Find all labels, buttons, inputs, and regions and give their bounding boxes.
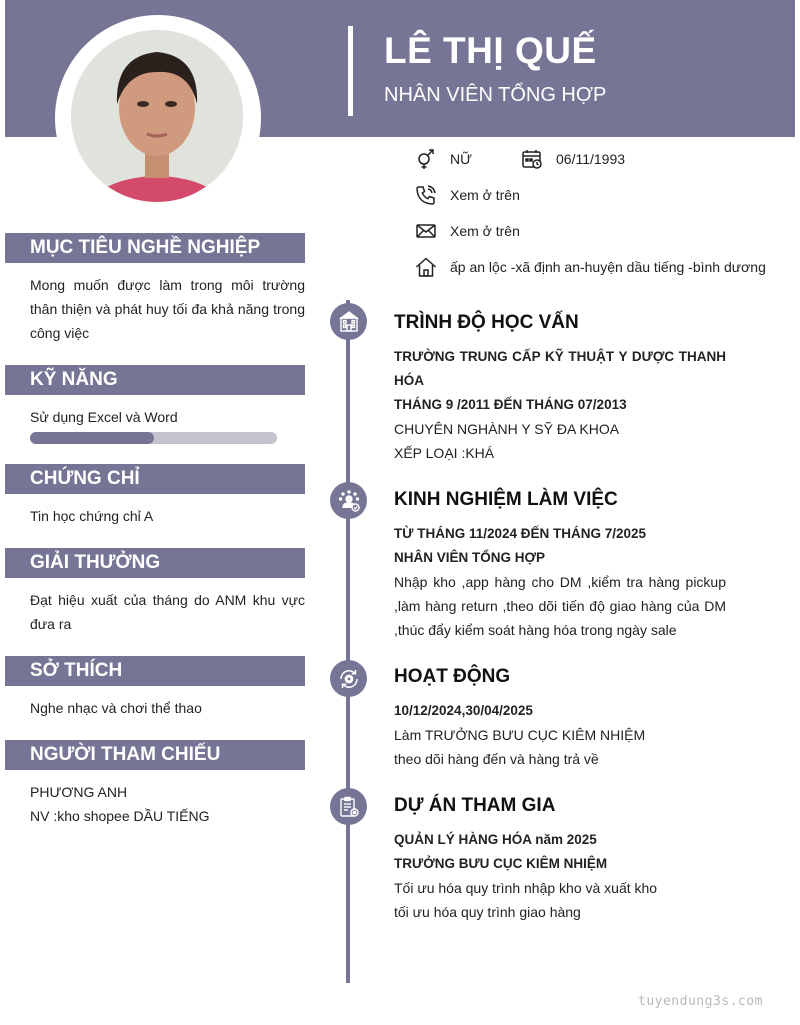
skill-bar-track [30,432,277,444]
birthdate-value: 06/11/1993 [556,151,626,167]
awards-text: Đạt hiệu xuất của tháng do ANM khu vực đưa ra [30,592,305,632]
awards-heading: GIẢI THƯỞNG [5,548,305,578]
education-major: CHUYÊN NGHÀNH Y SỸ ĐA KHOA [394,421,620,437]
certificates-heading: CHỨNG CHỈ [5,464,305,494]
email-value: Xem ở trên [450,223,520,239]
education-heading: TRÌNH ĐỘ HỌC VẤN [394,312,579,333]
projects-heading: DỰ ÁN THAM GIA [394,795,556,816]
contact-birthdate [520,147,625,171]
contact-phone [414,183,520,207]
project-line-2: tối ưu hóa quy trình giao hàng [394,904,581,920]
timeline-line [346,300,350,983]
certificates-text: Tin học chứng chỉ A [30,508,154,524]
activities-description: theo dõi hàng đến và hàng trả về [394,751,599,767]
experience-position: NHÂN VIÊN TỔNG HỢP [394,550,546,565]
reference-name: PHƯƠNG ANH [30,784,128,800]
hobbies-text: Nghe nhạc và chơi thể thao [30,700,202,716]
project-role: TRƯỞNG BƯU CỤC KIÊM NHIỆM [394,856,608,871]
education-period: THÁNG 9 /2011 ĐẾN THÁNG 07/2013 [394,397,627,412]
avatar [71,30,243,202]
activities-date: 10/12/2024,30/04/2025 [394,703,533,718]
experience-period: TỪ THÁNG 11/2024 ĐẾN THÁNG 7/2025 [394,526,647,541]
skill-bar-fill [30,432,154,444]
projects-block [394,828,726,924]
contact-email [414,219,520,243]
hobbies-heading: SỞ THÍCH [5,656,305,686]
activities-block [394,699,726,771]
activities-heading: HOẠT ĐỘNG [394,666,511,687]
project-line-1: Tối ưu hóa quy trình nhập kho và xuất kho [394,880,658,896]
watermark: tuyendung3s.com [638,994,763,1009]
activities-role: Làm TRƯỞNG BƯU CỤC KIÊM NHIỆM [394,727,646,743]
objective-text: Mong muốn được làm trong môi trường thân thiện và phát huy tối đa khả năng trong công việc [30,277,305,341]
address-value: ấp an lộc -xã định an-huyện dầu tiếng -bình dương [450,259,766,275]
contact-address [414,255,766,279]
experience-description: Nhập kho ,app hàng cho DM ,kiểm tra hàng pickup ,làm hàng return ,theo dõi tiến độ giao hàng của DM ,thúc đẩy kiểm soát hàng hóa trong ngày sale [394,574,726,638]
contact-gender [414,147,472,171]
gender-icon [414,147,438,171]
education-grade: XẾP LOẠI :KHÁ [394,445,495,461]
phone-value: Xem ở trên [450,187,520,203]
project-name: QUẢN LÝ HÀNG HÓA năm 2025 [394,832,597,847]
skill-label: Sử dụng Excel và Word [30,409,178,425]
school-icon [330,303,367,340]
name-divider [348,26,353,116]
envelope-icon [414,219,438,243]
experience-block [394,522,726,642]
gear-cycle-icon [330,660,367,697]
home-icon [414,255,438,279]
reference-role: NV :kho shopee DẦU TIẾNG [30,808,210,824]
experience-heading: KINH NGHIỆM LÀM VIỆC [394,489,618,510]
team-icon [330,482,367,519]
gender-value: NỮ [450,151,473,167]
full-name: LÊ THỊ QUẾ [384,30,597,71]
references-heading: NGƯỜI THAM CHIẾU [5,740,305,770]
job-title: NHÂN VIÊN TỔNG HỢP [384,84,607,106]
objective-heading: MỤC TIÊU NGHỀ NGHIỆP [5,233,305,263]
calendar-icon [520,147,544,171]
clipboard-gear-icon [330,788,367,825]
phone-icon [414,183,438,207]
skills-heading: KỸ NĂNG [5,365,305,395]
education-school: TRƯỜNG TRUNG CẤP KỸ THUẬT Y DƯỢC THANH HÓA [394,349,726,388]
education-block [394,345,726,465]
